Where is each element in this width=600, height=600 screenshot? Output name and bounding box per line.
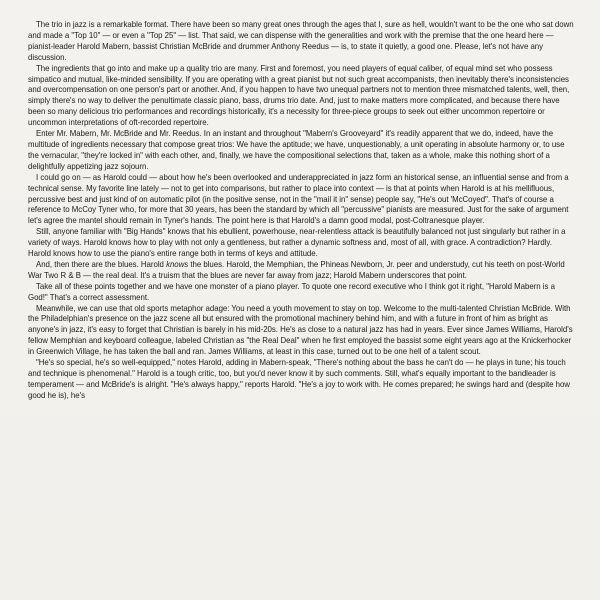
blues-emphasis: knows	[166, 259, 189, 269]
paragraph-well-equipped: "He's so special, he's so well-equipped," notes Harold, adding in Mabern-speak, "There's nothing about the bass he can't do — he plays in tune; his touch and technique is phenomenal." Harold is a tough critic, too, but you'd never know it by such comments. Still, what's equally important to the bandleader is temperament — and McBride's is alright. "He's always happy," reports Harold. "He's a joy to work with. He comes prepared; he swings hard and (despite how good he is), he's	[28, 358, 570, 400]
paragraph-youth-movement: Meanwhile, we can use that old sports metaphor adage: You need a youth movement to stay on top. Welcome to the multi-talented Christian McBride. With the Philadelphian's presence on the jazz scene all but ensured with the promotional machinery behind him, and with a future in front of him as bright as anyone's in jazz, it's easy to forget that Christian is barely in his mid-20s. He's as close to a natural jazz has had in years. Ever since James Williams, Harold's fellow Memphian and keyboard colleague, labeled Christian as "the Real Deal" when he first employed the bassist some eight years ago at the Knickerhocker in Greenwich Village, he has taken the ball and ran. James Williams, at least in this case, turned out to be one hell of a talent scout.	[28, 303, 573, 357]
liner-notes-text	[28, 20, 574, 402]
blues-text-before: And, then there are the blues. Harold	[36, 259, 167, 269]
blues-text-after: the blues. Harold, the Memphian, the Phineas Newborn, Jr. peer and understudy, cut his teeth on post-World War Two R & B — the real deal. It's a truism that the blues are never far away from jazz; Harold Mabern underscores that point.	[28, 259, 565, 280]
paragraph-ingredients: The ingredients that go into and make up a quality trio are many. First and foremost, you need players of equal caliber, of equal mind set who possess simpatico and mutual, like-minded sensibility. If you are operating with a great pianist but not such great accompanists, then inevitably there's inconsistencies and overcompensation on one person's part or another. And, if you happen to have two unequal partners not to mention three mismatched talents, well, then, simply there's no way to deliver the penultimate classic piano, bass, drums trio date. And, just to make matters more complicated, and because there have been so many delicious trio performances and recordings historically, it's a necessity for three-piece groups to seek out either uncommon repertoire or uncommon interpretations of oft-recorded repertoire.	[28, 63, 570, 128]
paragraph-overlooked: I could go on — as Harold could — about how he's been overlooked and underappreciated in jazz form an historical sense, an influential sense and from a technical sense. My favorite line lately — not to get into comparisons, but rather to place into context — is that at points when Harold is at his mellifluous, percussive best and just kind of on automatic pilot (in the positive sense, not in the "mail it in" sense) people say, "He's out 'McCoyed". That's of course a reference to McCoy Tyner who, for more that 30 years, has been the standard by which all "percussive" pianists are measured. Just for the sake of argument let's agree the mantel should remain in Tyner's hands. The point here is that Harold's a damn good modal, post-Coltranesque player.	[28, 172, 569, 226]
paragraph-enter-mabern: Enter Mr. Mabern, Mr. McBride and Mr. Reedus. In an instant and throughout "Mabern's Grooveyard" it's readily apparent that we do, indeed, have the multitude of ingredients necessary that compose great trios: We have the aptitude; we have, unquestionably, a unit operating in absolute harmony or, to use the vernacular, "they're locked in" with each other, and, finally, we have the compositional selections that, taken as a whole, make this nothing short of a delightfully appetizing jazz sojourn.	[28, 129, 565, 171]
paragraph-trio-format: The trio in jazz is a remarkable format. There have been so many great ones through the ages that I, sure as hell, wouldn't want to be the one who sat down and made a "Top 10" — or even a "Top 25" — list. That said, we can dispense with the generalities and work with the premise that the one heard here — pianist-leader Harold Mabern, bassist Christian McBride and drummer Anthony Reedus — is, to state it quietly, a good one. Please, let's not have any discussion.	[28, 20, 574, 62]
paragraph-monster: Take all of these points together and we have one monster of a piano player. To quote one record executive who I think got it right, "Harold Mabern is a God!" That's a correct assessment.	[28, 281, 555, 302]
paragraph-blues	[28, 260, 574, 282]
paragraph-big-hands: Still, anyone familiar with "Big Hands" knows that his ebullient, powerhouse, near-relentless attack is beautifully balanced not just singularly but rather in a variety of ways. Harold knows how to play with not only a gentleness, but rather a dynamic softness and, most of all, with grace. A contradiction? Hardly. Harold knows how to use the piano's entire range both in terms of keys and attitude.	[28, 227, 566, 259]
